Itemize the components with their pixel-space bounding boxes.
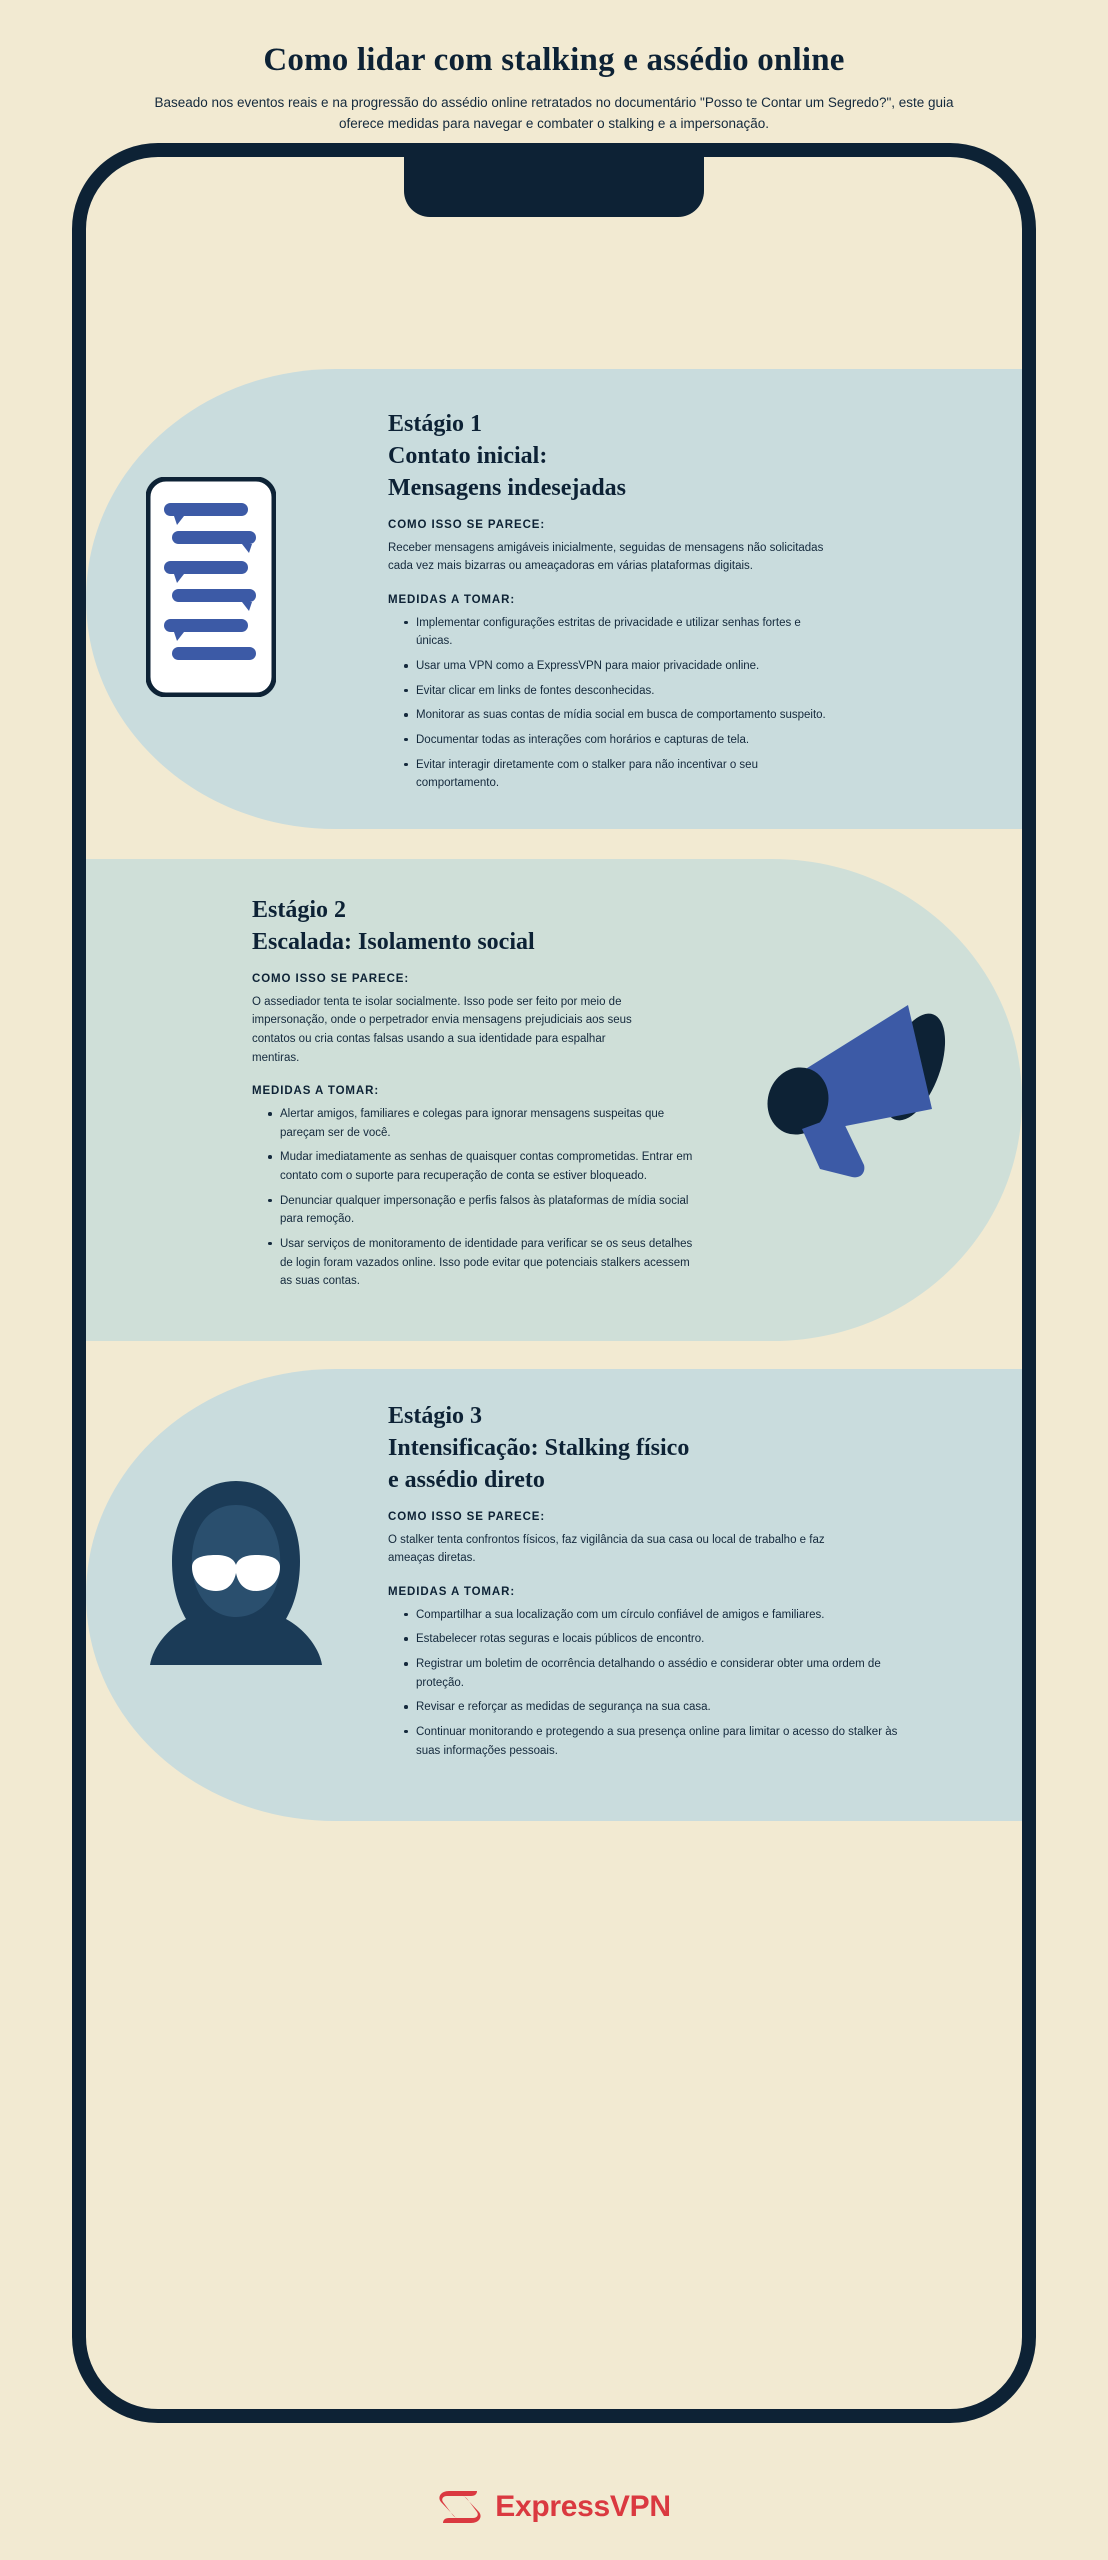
list-item: Denunciar qualquer impersonação e perfis falsos às plataformas de mídia social para remoção. — [268, 1192, 702, 1229]
stage-1-description: Receber mensagens amigáveis inicialmente, seguidas de mensagens não solicitadas cada vez mais bizarras ou ameaçadoras em várias plataformas digitais. — [388, 541, 824, 573]
stage-2-measures-label: MEDIDAS A TOMAR: — [252, 1085, 380, 1098]
page-header — [0, 0, 1108, 135]
stage-1-section — [86, 369, 1022, 829]
list-item: Estabelecer rotas seguras e locais públicos de encontro. — [404, 1630, 908, 1649]
stage-3-title-line2: Intensificação: Stalking físico — [388, 1434, 690, 1461]
stage-1-title-line2: Contato inicial: — [388, 442, 548, 469]
brand-name: ExpressVPN — [495, 2490, 671, 2523]
stage-2-description: O assediador tenta te isolar socialmente. Isso pode ser feito por meio de impersonação, onde o perpetrador envia mensagens prejudiciais aos seus contatos ou cria contas falsas usando a sua identidade para espalhar mentiras. — [252, 995, 632, 1064]
list-item: Usar serviços de monitoramento de identidade para verificar se os seus detalhes de login foram vazados online. Isso pode evitar que potenciais stalkers acessem as suas contas. — [268, 1235, 702, 1291]
stage-1-content — [388, 409, 958, 799]
list-item: Continuar monitorando e protegendo a sua presença online para limitar o acesso do stalker às suas informações pessoais. — [404, 1723, 908, 1760]
stage-1-title-line3: Mensagens indesejadas — [388, 474, 627, 501]
stage-2-how-label: COMO ISSO SE PARECE: — [252, 972, 410, 985]
stage-3-section — [86, 1369, 1022, 1821]
stage-3-title — [388, 1401, 958, 1497]
phone-illustration — [0, 135, 1108, 2435]
phone-notch — [404, 155, 704, 217]
list-item: Evitar clicar em links de fontes desconhecidas. — [404, 682, 838, 701]
list-item: Documentar todas as interações com horários e capturas de tela. — [404, 731, 838, 750]
page-title: Como lidar com stalking e assédio online — [263, 42, 845, 78]
list-item: Usar uma VPN como a ExpressVPN para maior privacidade online. — [404, 657, 838, 676]
stage-3-measures-label: MEDIDAS A TOMAR: — [388, 1585, 516, 1598]
expressvpn-logo-icon — [437, 2486, 483, 2528]
hooded-figure-icon — [146, 1475, 326, 1665]
phone-screen — [86, 157, 1022, 2409]
stage-3-title-line3: e assédio direto — [388, 1466, 545, 1493]
list-item: Revisar e reforçar as medidas de segurança na sua casa. — [404, 1698, 908, 1717]
stage-1-measures-list — [388, 614, 838, 793]
stage-1-measures-label: MEDIDAS A TOMAR: — [388, 593, 516, 606]
stage-2-title — [252, 895, 772, 959]
list-item: Monitorar as suas contas de mídia social em busca de comportamento suspeito. — [404, 706, 838, 725]
list-item: Registrar um boletim de ocorrência detalhando o assédio e considerar obter uma ordem de proteção. — [404, 1655, 908, 1692]
list-item: Compartilhar a sua localização com um círculo confiável de amigos e familiares. — [404, 1606, 908, 1625]
stage-2-section — [86, 859, 1022, 1341]
stage-2-label: Estágio 2 — [252, 896, 347, 923]
stage-3-measures-list — [388, 1606, 908, 1760]
stage-1-how-label: COMO ISSO SE PARECE: — [388, 518, 546, 531]
list-item: Evitar interagir diretamente com o stalker para não incentivar o seu comportamento. — [404, 756, 838, 793]
stage-1-label: Estágio 1 — [388, 410, 483, 437]
stage-2-content — [252, 895, 772, 1297]
stage-3-description: O stalker tenta confrontos físicos, faz vigilância da sua casa ou local de trabalho e faz ameaças diretas. — [388, 1533, 825, 1565]
list-item: Mudar imediatamente as senhas de quaisquer contas comprometidas. Entrar em contato com o suporte para recuperação de conta se estiver bloqueado. — [268, 1148, 702, 1185]
list-item: Alertar amigos, familiares e colegas para ignorar mensagens suspeitas que pareçam ser de você. — [268, 1105, 702, 1142]
phone-frame — [72, 143, 1036, 2423]
footer-logo — [0, 2486, 1108, 2528]
stage-2-title-line2: Escalada: Isolamento social — [252, 928, 535, 955]
phone-messages-icon — [146, 477, 276, 697]
list-item: Implementar configurações estritas de privacidade e utilizar senhas fortes e únicas. — [404, 614, 838, 651]
stage-1-title — [388, 409, 958, 505]
stage-3-content — [388, 1401, 958, 1766]
page-subtitle: Baseado nos eventos reais e na progressão do assédio online retratados no documentário "Posso te Contar um Segredo?", este guia oferece medidas para navegar e combater o stalking e a impersonação. — [154, 95, 954, 131]
stage-3-how-label: COMO ISSO SE PARECE: — [388, 1510, 546, 1523]
stage-2-measures-list — [252, 1105, 702, 1291]
stage-3-label: Estágio 3 — [388, 1402, 483, 1429]
